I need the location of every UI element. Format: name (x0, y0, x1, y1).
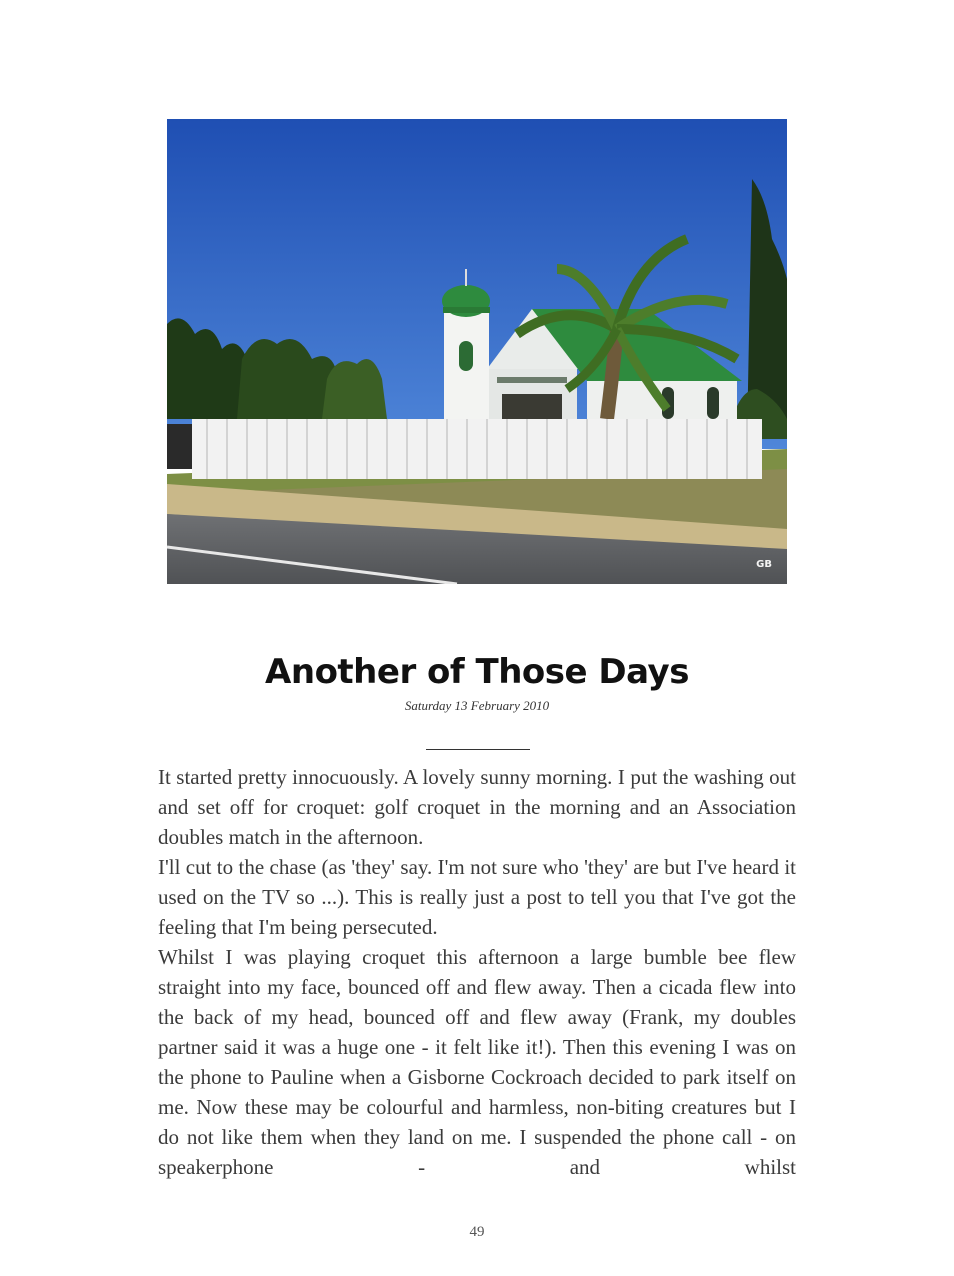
church-photo (167, 119, 787, 584)
post-date: Saturday 13 February 2010 (404, 698, 550, 713)
paragraph: I'll cut to the chase (as 'they' say. I'm not sure who 'they' are but I've heard it used on the TV so ...). This is really just a post to tell you that I've got the feeling that I'm being persecuted. (158, 855, 796, 939)
post-body (158, 762, 796, 1182)
page-number: 49 (469, 1224, 485, 1240)
post-title: Another of Those Days (265, 652, 689, 692)
title-divider (426, 749, 530, 750)
paragraph: Whilst I was playing croquet this afternoon a large bumble bee flew straight into my face, bounced off and flew away. Then a cicada flew into the back of my head, bounced off and flew away (Frank, my doubles partner said it was a huge one - it felt like it!). Then this evening I was on the phone to Pauline when a Gisborne Cockroach decided to park itself on me. Now these may be colourful and harmless, non-biting creatures but I do not like them when they land on me. I suspended the phone call - on speakerphone - and whilst (158, 945, 796, 1179)
paragraph: It started pretty innocuously. A lovely sunny morning. I put the washing out and set off for croquet: golf croquet in the morning and an Association doubles match in the afternoon. (158, 765, 796, 849)
photo-credit: GB (756, 559, 772, 570)
